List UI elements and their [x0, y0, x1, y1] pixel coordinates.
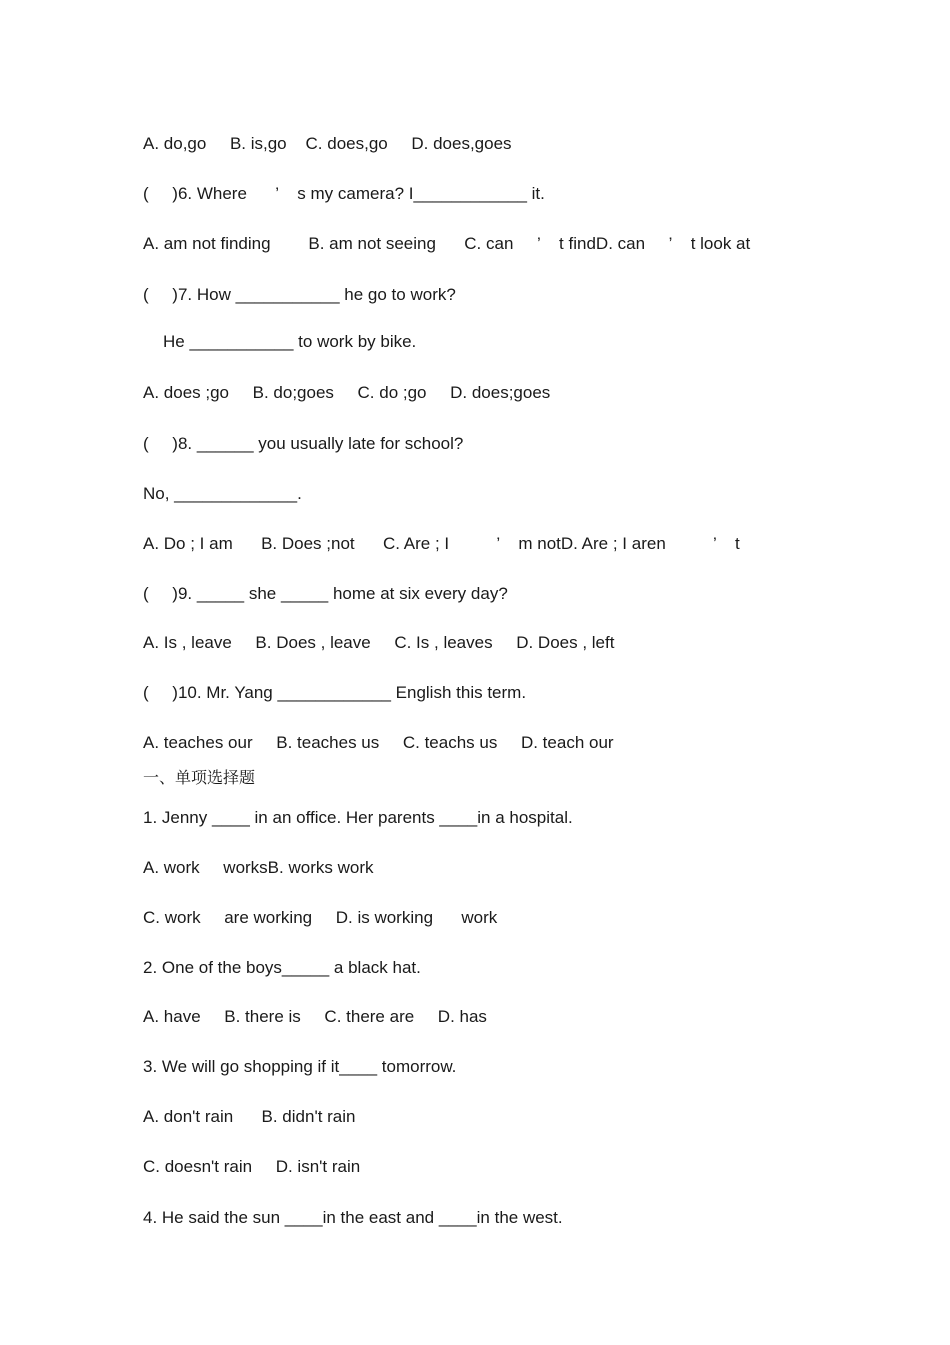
- options-q1-c-d: C. work are working D. is working work: [143, 908, 498, 927]
- question-4: 4. He said the sun ____in the east and ____in the west.: [143, 1208, 563, 1227]
- question-10: ( )10. Mr. Yang ____________ English this term.: [143, 683, 527, 702]
- question-8: ( )8. ______ you usually late for school?: [143, 434, 464, 453]
- options-q9: A. Is , leave B. Does , leave C. Is , leaves D. Does , left: [143, 633, 615, 652]
- options-q8: A. Do ; I am B. Does ;not C. Are ; I ’ m notD. Are ; I aren ’ t: [143, 534, 740, 553]
- options-q7: A. does ;go B. do;goes C. do ;go D. does;goes: [143, 383, 551, 402]
- section-heading: 一、单项选择题: [143, 768, 256, 787]
- question-9: ( )9. _____ she _____ home at six every day?: [143, 584, 508, 603]
- question-6: ( )6. Where ’ s my camera? I____________ it.: [143, 184, 545, 203]
- question-1: 1. Jenny ____ in an office. Her parents ____in a hospital.: [143, 808, 573, 827]
- options-q3-c-d: C. doesn't rain D. isn't rain: [143, 1157, 361, 1176]
- options-q6: A. am not finding B. am not seeing C. can ’ t findD. can ’ t look at: [143, 234, 751, 253]
- question-7: ( )7. How ___________ he go to work?: [143, 285, 456, 304]
- options-q10: A. teaches our B. teaches us C. teachs us D. teach our: [143, 733, 614, 752]
- options-q2: A. have B. there is C. there are D. has: [143, 1007, 487, 1026]
- options-q1-a-b: A. work worksB. works work: [143, 858, 374, 877]
- options-q3-a-b: A. don't rain B. didn't rain: [143, 1107, 356, 1126]
- question-3: 3. We will go shopping if it____ tomorrow.: [143, 1057, 457, 1076]
- question-7-answer-line: He ___________ to work by bike.: [163, 332, 417, 351]
- question-8-answer-line: No, _____________.: [143, 484, 302, 503]
- options-q5: A. do,go B. is,go C. does,go D. does,goes: [143, 134, 512, 153]
- question-2: 2. One of the boys_____ a black hat.: [143, 958, 421, 977]
